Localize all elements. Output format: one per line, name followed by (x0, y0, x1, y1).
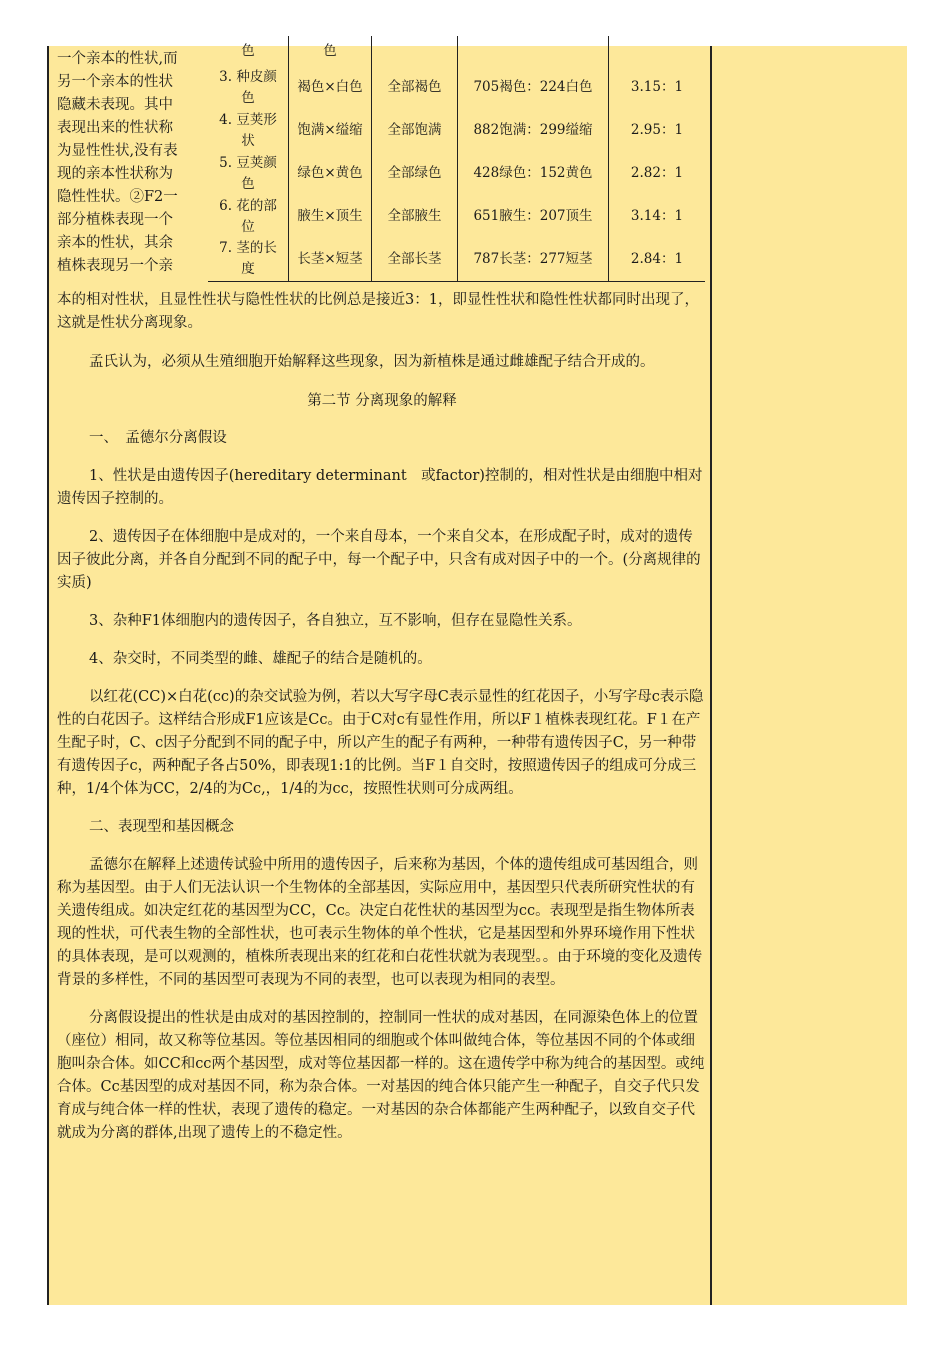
table-row (208, 195, 705, 238)
paragraph: 以红花(CC)×白花(cc)的杂交试验为例，若以大写字母C表示显性的红花因子，小写字母c表示隐性的白花因子。这样结合形成F1应该是Cc。由于C对c有显性作用，所以F１植株表现红花。F１在产生配子时，C、c因子分配到不同的配子中，所以产生的配子有两种，一种带有遗传因子C，另一种带有遗传因子c，两种配子各占50%，即表现1:1的比例。当F１自交时，按照遗传因子的组成可分成三种，1/4个体为CC，2/4的为Cc,，1/4的为cc，按照性状则可分成两组。 (57, 689, 704, 797)
cell-trait: 4. 豆荚形状 (219, 111, 277, 149)
cell-cross: 腋生×顶生 (289, 195, 372, 238)
cell-f2: 428绿色：152黄色 (458, 152, 609, 195)
cell-f1: 全部长茎 (372, 238, 458, 281)
section-title: 第二节 分离现象的解释 (307, 393, 457, 409)
paragraph: 孟氏认为，必须从生殖细胞开始解释这些现象，因为新植株是通过雌雄配子结合开成的。 (89, 354, 655, 370)
left-line: 隐藏未表现。其中 (57, 97, 173, 113)
left-line: 植株表现另一个亲 (57, 258, 173, 274)
paragraph: 3、杂种F1体细胞内的遗传因子，各自独立，互不影响，但存在显隐性关系。 (89, 613, 582, 629)
left-line: 现的亲本性状称为 (57, 166, 173, 182)
cell-f2: 882饱满：299缢缩 (458, 109, 609, 152)
left-line: 表现出来的性状称 (57, 120, 173, 136)
paragraph: 孟德尔在解释上述遗传试验中所用的遗传因子，后来称为基因，个体的遗传组成可基因组合，则称为基因型。由于人们无法认识一个生物体的全部基因，实际应用中，基因型只代表所研究性状的有关遗传组成。如决定红花的基因型为CC，Cc。决定白花性状的基因型为cc。表现型是指生物体所表现的性状，可代表生物的全部性状，也可表示生物体的单个性状，它是基因型和外界环境作用下性状的具体表现，是可以观测的，植株所表现出来的红花和白花性状就为表现型。。由于环境的变化及遗传背景的多样性，不同的基因型可表现为不同的表型，也可以表现为相同的表型。 (57, 857, 703, 988)
cell-trait: 5. 豆荚颜色 (219, 154, 277, 192)
cell-ratio (609, 36, 706, 66)
right-border (710, 46, 712, 1305)
cell-f2: 651腋生：207顶生 (458, 195, 609, 238)
cell-f1 (372, 36, 458, 66)
cell-trait: 6. 花的部位 (219, 197, 277, 235)
table-section (57, 42, 707, 289)
cell-f1: 全部饱满 (372, 109, 458, 152)
cell-ratio: 2.95：1 (609, 109, 706, 152)
cell-f1: 全部褐色 (372, 66, 458, 109)
table-row (208, 66, 705, 109)
cell-cross: 长茎×短茎 (289, 238, 372, 281)
table-row (208, 152, 705, 195)
paragraph: 2、遗传因子在体细胞中是成对的，一个来自母本，一个来自父本，在形成配子时，成对的遗传因子彼此分离，并各自分配到不同的配子中，每一个配子中，只含有成对因子中的一个。(分离规律的实质) (57, 529, 701, 591)
subheading: 二、表现型和基因概念 (89, 819, 234, 835)
cell-ratio: 2.84：1 (609, 238, 706, 281)
left-line: 隐性性状。②F2一 (57, 189, 178, 205)
left-line: 部分植株表现一个 (57, 212, 173, 228)
left-border (47, 46, 49, 1305)
mendel-results-table (208, 36, 705, 282)
cell-trait: 色 (241, 42, 255, 59)
main-column (57, 42, 707, 1160)
cell-ratio: 2.82：1 (609, 152, 706, 195)
cell-f1: 全部腋生 (372, 195, 458, 238)
left-line: 一个亲本的性状,而 (57, 51, 178, 67)
left-line: 为显性性状,没有表 (57, 143, 178, 159)
cell-ratio: 3.15：1 (609, 66, 706, 109)
left-line: 另一个亲本的性状 (57, 74, 173, 90)
cell-cross: 色 (289, 36, 372, 66)
cell-cross: 褐色×白色 (289, 66, 372, 109)
left-line: 亲本的性状，其余 (57, 235, 173, 251)
table-row (208, 109, 705, 152)
cell-cross: 绿色×黄色 (289, 152, 372, 195)
document-page (47, 42, 907, 1305)
continued-paragraph: 本的相对性状，且显性性状与隐性性状的比例总是接近3：1，即显性性状和隐性性状都同时出现了，这就是性状分离现象。 (57, 292, 699, 331)
paragraph: 4、杂交时，不同类型的雌、雄配子的结合是随机的。 (89, 651, 432, 667)
paragraph: 1、性状是由遗传因子(hereditary determinant 或factor)控制的，相对性状是由细胞中相对遗传因子控制的。 (57, 468, 703, 507)
cell-trait: 7. 茎的长度 (208, 238, 289, 281)
cell-trait: 3. 种皮颜色 (219, 68, 277, 106)
left-wrap-text (57, 48, 202, 278)
cell-cross: 饱满×缢缩 (289, 109, 372, 152)
cell-f2: 705褐色：224白色 (458, 66, 609, 109)
table-row (208, 238, 705, 281)
paragraph: 分离假设提出的性状是由成对的基因控制的，控制同一性状的成对基因，在同源染色体上的位置（座位）相同，故又称等位基因。等位基因相同的细胞或个体叫做纯合体，等位基因不同的个体或细胞叫杂合体。如CC和cc两个基因型，成对等位基因都一样的。这在遗传学中称为纯合的基因型。或纯合体。Cc基因型的成对基因不同，称为杂合体。一对基因的纯合体只能产生一种配子，自交子代只发育成与纯合体一样的性状，表现了遗传的稳定。一对基因的杂合体都能产生两种配子，以致自交子代就成为分离的群体,出现了遗传上的不稳定性。 (57, 1010, 705, 1141)
cell-f1: 全部绿色 (372, 152, 458, 195)
cell-f2: 787长茎：277短茎 (458, 238, 609, 281)
table-row (208, 36, 705, 66)
cell-ratio: 3.14：1 (609, 195, 706, 238)
subheading: 一、 孟德尔分离假设 (89, 430, 227, 446)
cell-f2 (458, 36, 609, 66)
